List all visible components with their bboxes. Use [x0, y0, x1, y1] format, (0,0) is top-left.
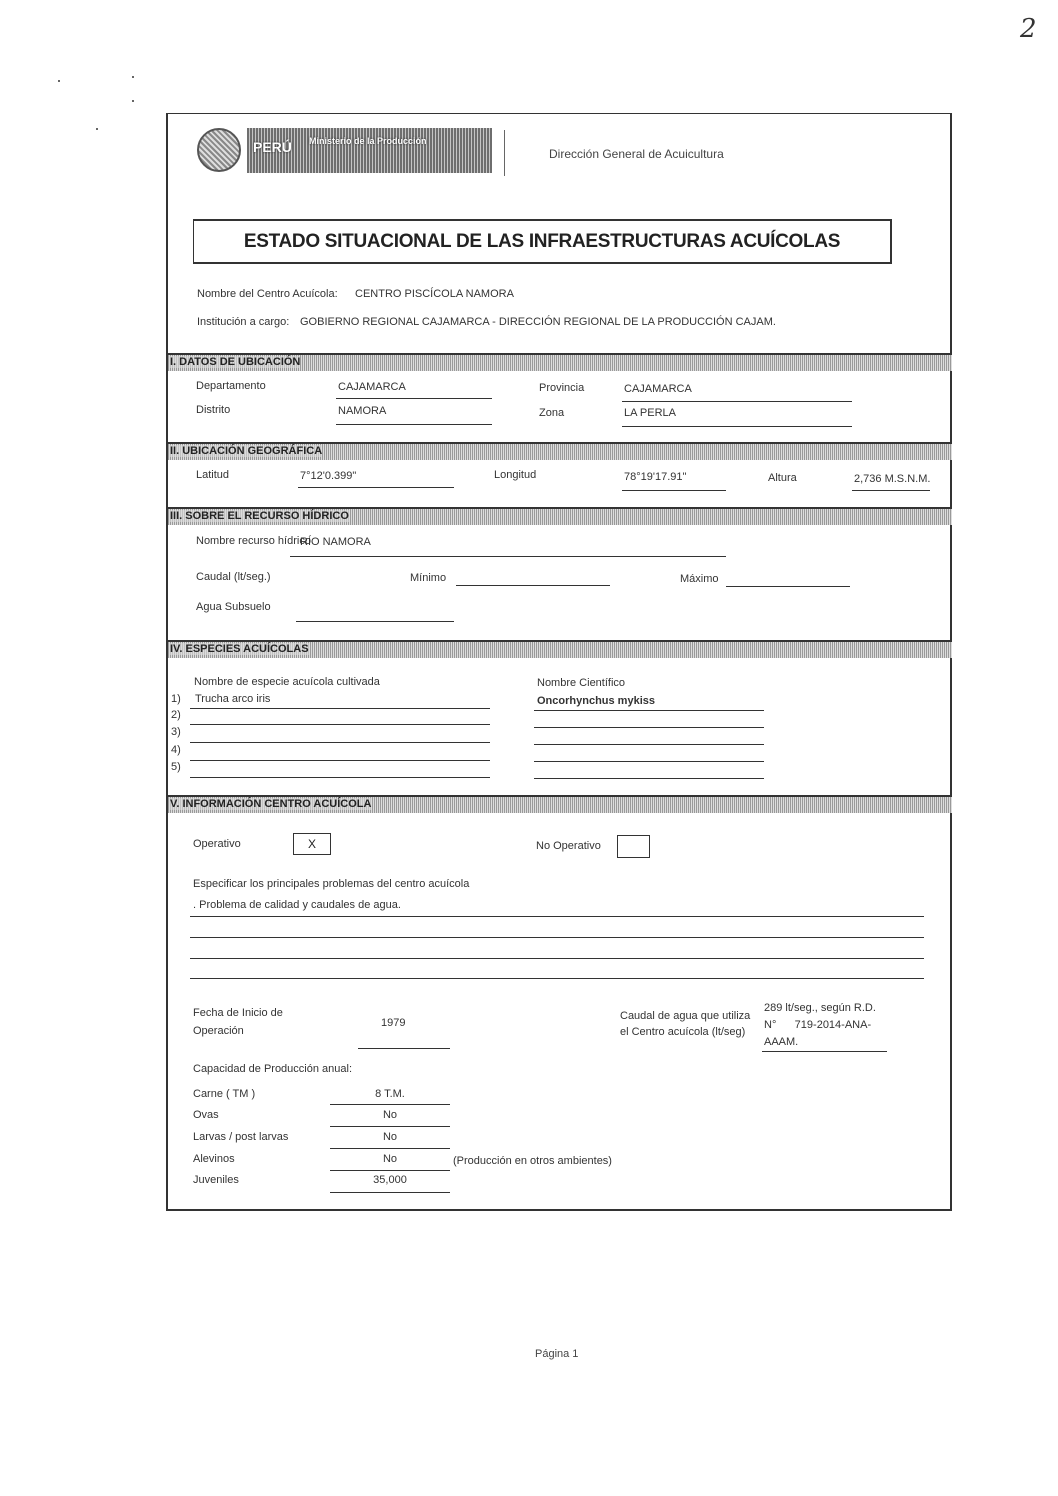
production-underline [330, 1104, 450, 1105]
production-label: Alevinos [193, 1153, 235, 1165]
distrito-underline [336, 424, 492, 425]
species-scientific: Oncorhynchus mykiss [537, 695, 655, 707]
section-title: I. DATOS DE UBICACIÓN [170, 356, 301, 368]
subsuelo-label: Agua Subsuelo [196, 601, 271, 613]
longitud-underline [622, 490, 726, 491]
row-number: 2) [171, 709, 181, 721]
section-title: IV. ESPECIES ACUÍCOLAS [170, 643, 309, 655]
distrito-value: NAMORA [338, 405, 387, 417]
altura-value: 2,736 M.S.N.M. [854, 473, 931, 485]
caudal-label: Caudal (lt/seg.) [196, 571, 271, 583]
maximo-label: Máximo [680, 573, 719, 585]
scientific-underline [534, 778, 764, 779]
production-label: Juveniles [193, 1174, 239, 1186]
species-underline [190, 708, 490, 709]
operativo-label: Operativo [193, 838, 241, 850]
production-value: No [382, 1109, 398, 1121]
row-number: 4) [171, 744, 181, 756]
zona-value: LA PERLA [624, 407, 676, 419]
section-header-informacion [168, 795, 952, 813]
species-underline [190, 777, 490, 778]
form-frame [166, 113, 952, 1211]
direction-name: Dirección General de Acuicultura [549, 147, 724, 161]
latitud-underline [298, 487, 454, 488]
center-name-label: Nombre del Centro Acuícola: [197, 288, 338, 300]
col-common-name: Nombre de especie acuícola cultivada [194, 676, 380, 688]
longitud-value: 78°19'17.91" [624, 471, 687, 483]
caudal-uso-value-line3: AAAM. [764, 1036, 799, 1048]
species-underline [190, 742, 490, 743]
zona-label: Zona [539, 407, 565, 419]
section-title: V. INFORMACIÓN CENTRO ACUÍCOLA [170, 798, 372, 810]
scan-speck [132, 76, 134, 78]
ministry-logo [247, 128, 492, 173]
peru-coat-of-arms-icon [197, 128, 241, 172]
page-title: ESTADO SITUACIONAL DE LAS INFRAESTRUCTURAS ACUÍCOLAS [243, 230, 841, 252]
scan-speck [58, 80, 60, 82]
provincia-value: CAJAMARCA [624, 383, 692, 395]
no-operativo-label: No Operativo [536, 840, 601, 852]
departamento-value: CAJAMARCA [338, 381, 406, 393]
production-value: 8 T.M. [375, 1088, 405, 1100]
scientific-underline [534, 710, 764, 711]
center-name-value: CENTRO PISCÍCOLA NAMORA [355, 288, 514, 300]
fecha-label-line2: Operación [193, 1025, 244, 1037]
section-title: II. UBICACIÓN GEOGRÁFICA [170, 445, 323, 457]
scientific-underline [534, 761, 764, 762]
latitud-value: 7°12'0.399" [300, 470, 357, 482]
problems-line-1 [190, 916, 924, 917]
caudal-uso-label-line1: Caudal de agua que utiliza [620, 1010, 751, 1022]
row-number: 3) [171, 726, 181, 738]
departamento-label: Departamento [196, 380, 266, 392]
section-header-ubicacion [168, 353, 952, 371]
no-operativo-checkbox[interactable] [617, 835, 650, 858]
section-header-recurso-hidrico [168, 507, 952, 525]
production-label: Ovas [193, 1109, 219, 1121]
latitud-label: Latitud [196, 469, 230, 481]
title-box [193, 219, 892, 264]
longitud-label: Longitud [494, 469, 537, 481]
altura-underline [852, 490, 930, 491]
species-underline [190, 724, 490, 725]
operativo-checkbox[interactable]: X [293, 833, 331, 855]
institution-label: Institución a cargo: [197, 316, 290, 328]
minimo-underline [456, 585, 610, 586]
fecha-label-line1: Fecha de Inicio de [193, 1007, 283, 1019]
production-note: (Producción en otros ambientes) [453, 1155, 612, 1167]
scan-speck [132, 100, 134, 102]
header-divider [504, 130, 505, 176]
production-value: 35,000 [373, 1174, 407, 1186]
section-header-geografica [168, 442, 952, 460]
caudal-uso-value-line2: N° 719-2014-ANA- [764, 1019, 872, 1031]
fecha-underline [358, 1048, 450, 1049]
distrito-label: Distrito [196, 404, 231, 416]
caudal-uso-label-line2: el Centro acuícola (lt/seg) [620, 1026, 746, 1038]
recurso-underline [290, 556, 726, 557]
institution-value: GOBIERNO REGIONAL CAJAMARCA - DIRECCIÓN REGIONAL DE LA PRODUCCIÓN CAJAM. [300, 316, 776, 328]
provincia-label: Provincia [539, 382, 585, 394]
scientific-underline [534, 744, 764, 745]
problems-line-2 [190, 937, 924, 938]
capacidad-label: Capacidad de Producción anual: [193, 1063, 353, 1075]
production-underline [330, 1126, 450, 1127]
caudal-uso-underline [762, 1051, 887, 1052]
section-header-especies [168, 640, 952, 658]
production-underline [330, 1170, 450, 1171]
problems-label: Especificar los principales problemas del centro acuícola [193, 878, 470, 890]
section-title: III. SOBRE EL RECURSO HÍDRICO [170, 510, 349, 522]
handwritten-page-number: 2 [1020, 14, 1037, 44]
production-underline [330, 1192, 450, 1193]
recurso-label: Nombre recurso hídrico [196, 535, 311, 547]
row-number: 5) [171, 761, 181, 773]
logo-text-ministry: Ministerio de la Producción [309, 136, 427, 146]
maximo-underline [726, 586, 850, 587]
scan-speck [96, 128, 98, 130]
altura-label: Altura [768, 472, 797, 484]
fecha-value: 1979 [381, 1017, 406, 1029]
provincia-underline [622, 401, 852, 402]
production-value: No [382, 1153, 398, 1165]
species-underline [190, 760, 490, 761]
col-scientific-name: Nombre Científico [537, 677, 626, 689]
zona-underline [622, 426, 852, 427]
row-number: 1) [171, 693, 181, 705]
production-underline [330, 1148, 450, 1149]
subsuelo-underline [296, 621, 454, 622]
problems-line-4 [190, 978, 924, 979]
caudal-uso-value-line1: 289 lt/seg., según R.D. [764, 1002, 876, 1014]
logo-text-peru: PERÚ [253, 139, 292, 155]
species-common: Trucha arco iris [195, 693, 271, 705]
production-label: Larvas / post larvas [193, 1131, 289, 1143]
minimo-label: Mínimo [410, 572, 447, 584]
recurso-value: RÍO NAMORA [300, 536, 371, 548]
problems-value: . Problema de calidad y caudales de agua. [193, 899, 401, 911]
departamento-underline [336, 398, 492, 399]
page-footer: Página 1 [535, 1348, 579, 1360]
production-value: No [382, 1131, 398, 1143]
scientific-underline [534, 727, 764, 728]
production-label: Carne ( TM ) [193, 1088, 256, 1100]
problems-line-3 [190, 958, 924, 959]
